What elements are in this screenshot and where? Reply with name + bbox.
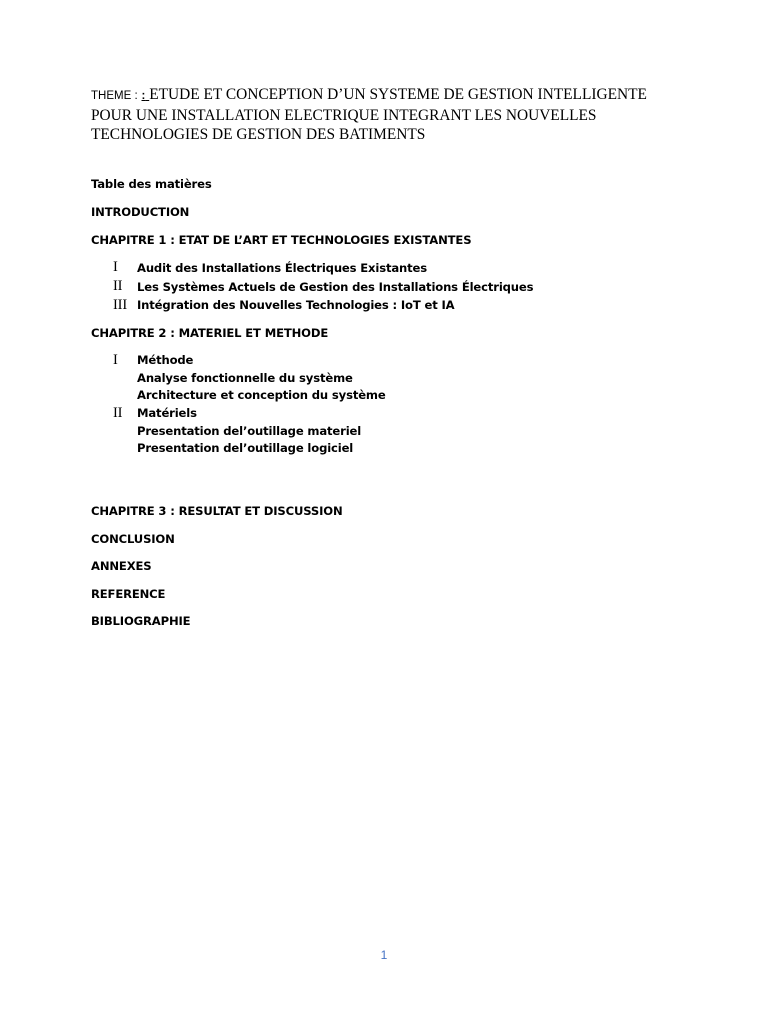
- toc-ch1-item-2-number: II: [113, 278, 123, 294]
- toc-ch2-section-1-label: Méthode: [137, 353, 194, 367]
- page-number: 1: [380, 948, 388, 962]
- toc-ch2-section-1-subitem-2: Architecture et conception du système: [137, 388, 386, 402]
- toc-chapter-3: CHAPITRE 3 : RESULTAT ET DISCUSSION: [91, 504, 343, 518]
- toc-ch2-section-1-number: I: [113, 352, 118, 368]
- toc-ch2-section-2-label: Matériels: [137, 406, 197, 420]
- toc-ch1-item-3-label: Intégration des Nouvelles Technologies : IoT et IA: [137, 298, 455, 312]
- toc-chapter-1: CHAPITRE 1 : ETAT DE L’ART ET TECHNOLOGIES EXISTANTES: [91, 233, 472, 247]
- theme-colon: :: [141, 90, 146, 102]
- toc-ch2-section-2-subitem-2: Presentation del’outillage logiciel: [137, 441, 354, 455]
- toc-ch2-section-2-subitem-1: Presentation del’outillage materiel: [137, 424, 362, 438]
- toc-heading: Table des matières: [91, 177, 212, 191]
- toc-ch1-item-3-number: III: [113, 297, 128, 313]
- toc-ch2-section-1-subitem-1: Analyse fonctionnelle du système: [137, 371, 353, 385]
- toc-ch1-item-1-label: Audit des Installations Électriques Existantes: [137, 261, 427, 275]
- toc-introduction: INTRODUCTION: [91, 205, 190, 219]
- toc-annexes: ANNEXES: [91, 559, 152, 573]
- theme-label: THEME :: [91, 90, 138, 102]
- toc-ch1-item-1-number: I: [113, 259, 118, 275]
- toc-chapter-2: CHAPITRE 2 : MATERIEL ET METHODE: [91, 326, 329, 340]
- theme-title: ETUDE ET CONCEPTION D’UN SYSTEME DE GESTION INTELLIGENTE POUR UNE INSTALLATION ELECTRIQUE INTEGRANT LES NOUVELLES TECHNOLOGIES DE GESTION DES BATIMENTS: [91, 86, 647, 143]
- toc-bibliographie: BIBLIOGRAPHIE: [91, 614, 191, 628]
- toc-reference: REFERENCE: [91, 587, 166, 601]
- toc-conclusion: CONCLUSION: [91, 532, 175, 546]
- theme-block: [91, 85, 691, 144]
- toc-ch2-section-2-number: II: [113, 405, 123, 421]
- toc-ch1-item-2-label: Les Systèmes Actuels de Gestion des Installations Électriques: [137, 280, 534, 294]
